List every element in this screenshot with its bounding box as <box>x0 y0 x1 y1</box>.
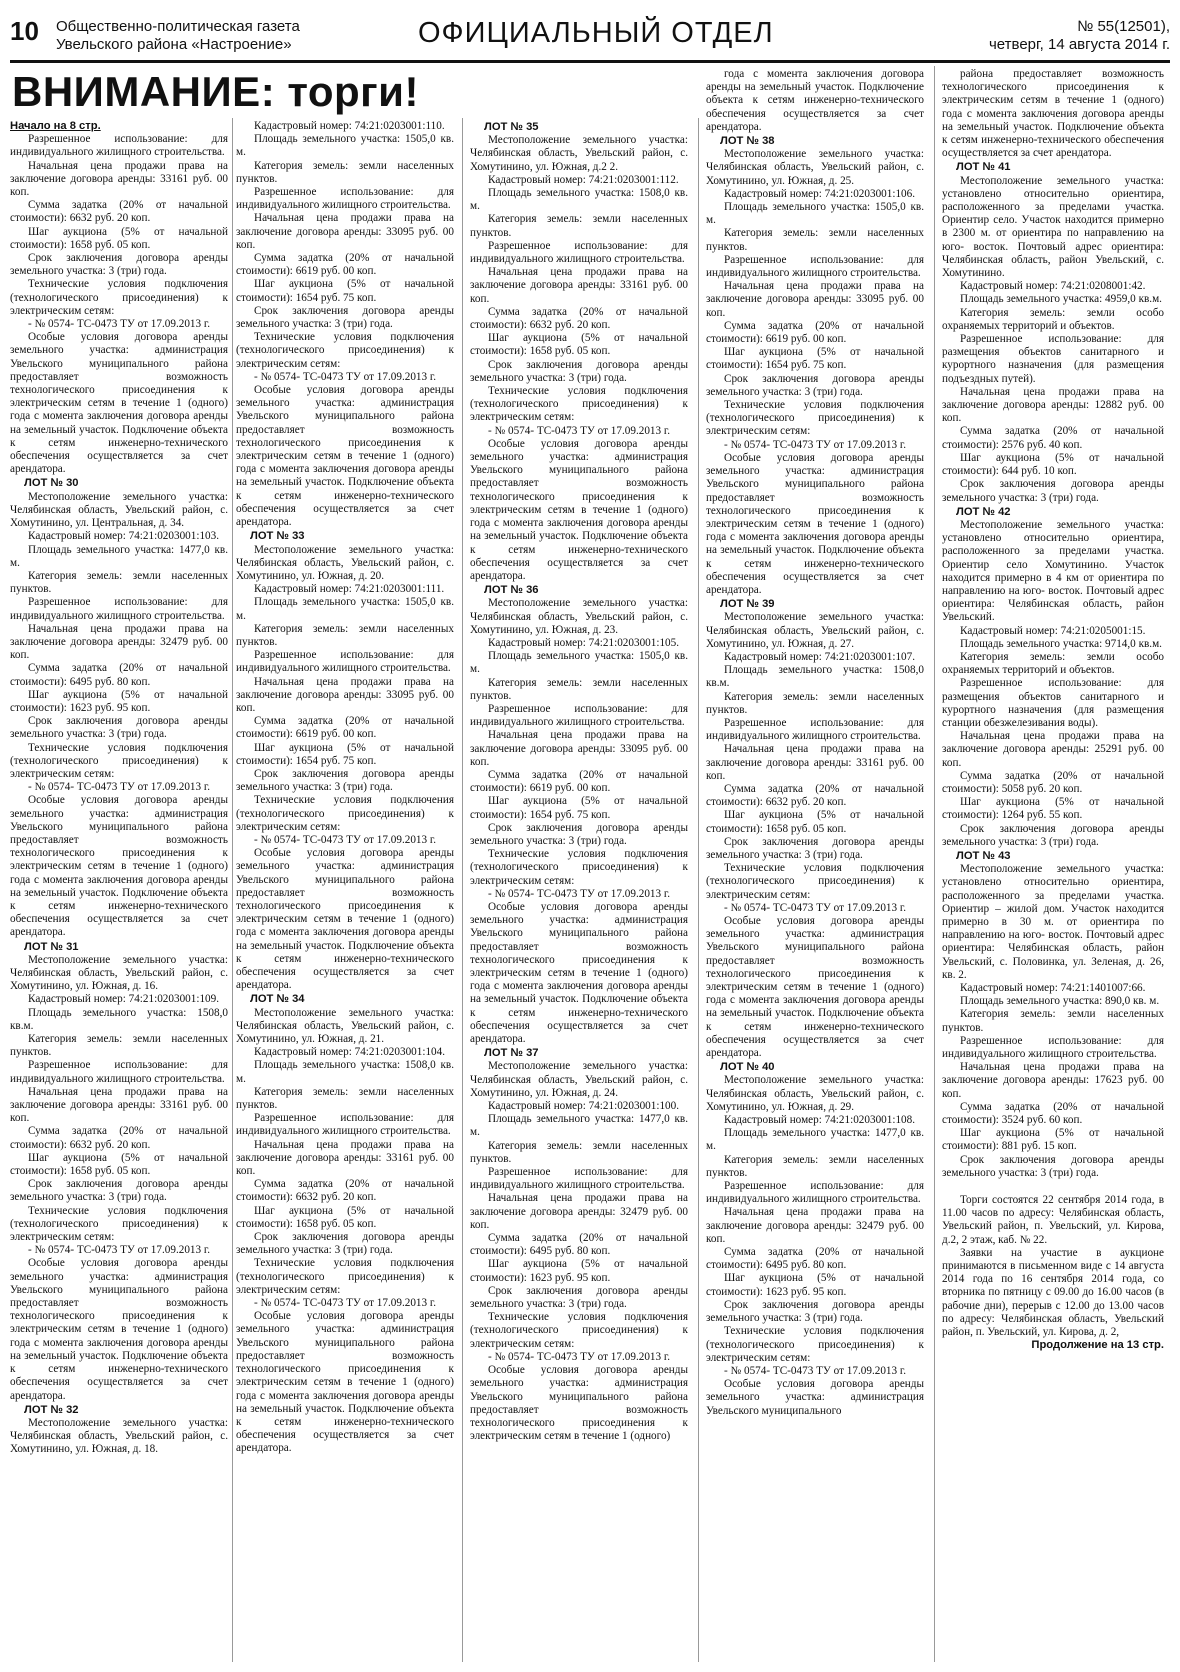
paragraph: Сумма задатка (20% от начальной стоимости): 6632 руб. 20 коп. <box>10 199 228 225</box>
column-divider <box>232 118 233 1662</box>
paragraph: Особые условия договора аренды земельного участка: администрация Увельского муниципального района предоставляет возможность технологического присоединения к электрическим сетям в течение 1 (одного) года с момента заключения договора аренды на земельный участок. Подключение объекта к сетям инженерно-технического обеспечения осуществляется за счет арендатора. <box>10 794 228 939</box>
paragraph: Особые условия договора аренды земельного участка: администрация Увельского муниципального района предоставляет возможность технологического присоединения к электрическим сетям в течение 1 (одного) года с момента заключения договора аренды на земельный участок. Подключение объекта к сетям инженерно-технического обеспечения осуществляется за счет арендатора. <box>10 331 228 476</box>
paragraph: Кадастровый номер: 74:21:0203001:105. <box>488 636 680 649</box>
header-rule <box>10 60 1170 63</box>
paragraph: Срок заключения договора аренды земельного участка: 3 (три) года. <box>470 821 688 847</box>
paragraph: Сумма задатка (20% от начальной стоимости): 2576 руб. 40 коп. <box>942 425 1164 451</box>
paragraph: Сумма задатка (20% от начальной стоимости): 6619 руб. 00 коп. <box>236 252 454 278</box>
paragraph: Разрешенное использование: для индивидуального жилищного строительства. <box>10 596 228 622</box>
paragraph: Особые условия договора аренды земельного участка: администрация Увельского муниципального района предоставляет возможность технологического присоединения к электрическим сетям в течение 1 (одного) года с момента заключения договора аренды на земельный участок. Подключение объекта к сетям инженерно-технического обеспечения осуществляется за счет арендатора. <box>236 1310 454 1455</box>
paragraph: Технические условия подключения (технологического присоединения) к электрическим сетям: <box>470 1311 688 1350</box>
paragraph: Шаг аукциона (5% от начальной стоимости): 1623 руб. 95 коп. <box>706 1272 924 1298</box>
text-column-4 <box>706 68 924 1662</box>
paragraph: Разрешенное использование: для индивидуального жилищного строительства. <box>706 716 924 743</box>
paragraph: Начальная цена продажи права на заключение договора аренды: 33095 руб. 00 коп. <box>236 675 454 714</box>
paragraph: Категория земель: земли населенных пунктов. <box>706 227 924 253</box>
paragraph: Площадь земельного участка: 1508,0 кв. м. <box>236 1059 454 1085</box>
continued-on: Продолжение на 13 стр. <box>1031 1339 1164 1352</box>
text-column-5 <box>942 68 1164 1662</box>
lot-heading: ЛОТ № 41 <box>956 161 1011 174</box>
paragraph: Срок заключения договора аренды земельного участка: 3 (три) года. <box>236 304 454 331</box>
publication-line-2: Увельского района «Настроение» <box>56 36 292 53</box>
paragraph: - № 0574- ТС-0473 ТУ от 17.09.2013 г. <box>28 781 211 794</box>
paragraph: Шаг аукциона (5% от начальной стоимости): 1658 руб. 05 коп. <box>706 809 924 835</box>
lot-heading: ЛОТ № 40 <box>720 1061 775 1074</box>
paragraph: Площадь земельного участка: 1508,0 кв.м. <box>706 664 924 690</box>
paragraph: Срок заключения договора аренды земельного участка: 3 (три) года. <box>942 822 1164 848</box>
paragraph: Местоположение земельного участка: Челябинская область, Увельский район, с. Хомутинино, ул. Южная, д. 29. <box>706 1074 924 1113</box>
paragraph: Срок заключения договора аренды земельного участка: 3 (три) года. <box>236 767 454 794</box>
paragraph: Шаг аукциона (5% от начальной стоимости): 1623 руб. 95 коп. <box>10 688 228 714</box>
paragraph: Категория земель: земли населенных пунктов. <box>706 690 924 716</box>
paragraph: Местоположение земельного участка: Челябинская область, Увельский район, с. Хомутинино, ул. Центральная, д. 34. <box>10 490 228 530</box>
paragraph: Площадь земельного участка: 1505,0 кв. м. <box>236 596 454 622</box>
paragraph: Категория земель: земли населенных пунктов. <box>236 159 454 185</box>
issue-info <box>989 18 1170 54</box>
paragraph: Категория земель: земли особо охраняемых территорий и объектов. <box>942 306 1164 332</box>
paragraph: Категория земель: земли населенных пунктов. <box>706 1153 924 1179</box>
paragraph: Срок заключения договора аренды земельного участка: 3 (три) года. <box>470 1284 688 1311</box>
publication-line-1: Общественно-политическая газета <box>56 18 300 35</box>
paragraph: Категория земель: земли населенных пунктов. <box>470 676 688 702</box>
paragraph: Разрешенное использование: для индивидуального жилищного строительства. <box>470 1166 688 1192</box>
paragraph: Площадь земельного участка: 1477,0 кв. м. <box>10 543 228 569</box>
paragraph: Разрешенное использование: для размещения объектов санитарного и курортного назначения (для размещения подъездных путей). <box>942 333 1164 385</box>
issue-date: четверг, 14 августа 2014 г. <box>988 36 1170 53</box>
paragraph: Заявки на участие в аукционе принимаются в письменном виде с 14 августа 2014 года по 16 сентября 2014 года, со вторника по пятницу с 09.00 до 16.00 часов (в рабочие дни), перерыв с 12.00 до 13.00 часов по адресу: Челябинская область, Увельский район, п. Увельский, ул. Кирова, д. 2, <box>942 1246 1164 1339</box>
paragraph: - № 0574- ТС-0473 ТУ от 17.09.2013 г. <box>724 438 907 451</box>
lot-heading: ЛОТ № 35 <box>484 121 539 133</box>
paragraph: Шаг аукциона (5% от начальной стоимости): 1654 руб. 75 коп. <box>236 278 454 304</box>
column-divider <box>462 118 463 1662</box>
paragraph: Площадь земельного участка: 1508,0 кв. м. <box>470 187 688 213</box>
paragraph: Срок заключения договора аренды земельного участка: 3 (три) года. <box>706 372 924 398</box>
paragraph: Шаг аукциона (5% от начальной стоимости): 1264 руб. 55 коп. <box>942 796 1164 822</box>
paragraph: Особые условия договора аренды земельного участка: администрация Увельского муниципального <box>706 1378 924 1417</box>
paragraph: Срок заключения договора аренды земельного участка: 3 (три) года. <box>236 1231 454 1257</box>
paragraph: Разрешенное использование: для индивидуального жилищного строительства. <box>10 1059 228 1085</box>
paragraph: Разрешенное использование: для индивидуального жилищного строительства. <box>706 1180 924 1206</box>
paragraph: Технические условия подключения (технологического присоединения) к электрическим сетям: <box>236 331 454 370</box>
paragraph: Кадастровый номер: 74:21:0203001:104. <box>254 1046 446 1059</box>
lot-heading: ЛОТ № 34 <box>250 993 305 1006</box>
paragraph: Сумма задатка (20% от начальной стоимости): 6495 руб. 80 коп. <box>706 1246 924 1272</box>
issue-number: № 55(12501), <box>1077 18 1170 35</box>
paragraph: Технические условия подключения (технологического присоединения) к электрическим сетям: <box>706 1325 924 1364</box>
paragraph: Шаг аукциона (5% от начальной стоимости): 1623 руб. 95 коп. <box>470 1258 688 1284</box>
paragraph: Площадь земельного участка: 890,0 кв. м. <box>960 995 1160 1008</box>
paragraph: - № 0574- ТС-0473 ТУ от 17.09.2013 г. <box>254 1297 437 1310</box>
paragraph: Начальная цена продажи права на заключение договора аренды: 32479 руб. 00 коп. <box>10 622 228 662</box>
paragraph: Начальная цена продажи права на заключение договора аренды: 32479 руб. 00 коп. <box>706 1206 924 1245</box>
paragraph: Разрешенное использование: для индивидуального жилищного строительства. <box>706 253 924 280</box>
section-title: ОФИЦИАЛЬНЫЙ ОТДЕЛ <box>418 17 774 49</box>
lot-heading: ЛОТ № 36 <box>484 584 539 597</box>
paragraph: Начальная цена продажи права на заключение договора аренды: 17623 руб. 00 коп. <box>942 1061 1164 1100</box>
paragraph: Начальная цена продажи права на заключение договора аренды: 33161 руб. 00 коп. <box>470 266 688 305</box>
paragraph: Категория земель: земли населенных пунктов. <box>10 1033 228 1059</box>
paragraph: Площадь земельного участка: 9714,0 кв.м. <box>960 637 1162 650</box>
paragraph: Технические условия подключения (технологического присоединения) к электрическим сетям: <box>10 741 228 780</box>
paragraph: Шаг аукциона (5% от начальной стоимости): 1658 руб. 05 коп. <box>10 225 228 251</box>
text-column-3 <box>470 120 688 1662</box>
paragraph: Шаг аукциона (5% от начальной стоимости): 1654 руб. 75 коп. <box>236 741 454 767</box>
paragraph: Площадь земельного участка: 1508,0 кв.м. <box>10 1006 228 1032</box>
paragraph: Шаг аукциона (5% от начальной стоимости): 1658 руб. 05 коп. <box>10 1151 228 1178</box>
paragraph: Сумма задатка (20% от начальной стоимости): 6619 руб. 00 коп. <box>470 768 688 795</box>
paragraph: Площадь земельного участка: 1477,0 кв. м. <box>470 1113 688 1139</box>
paragraph: Особые условия договора аренды земельного участка: администрация Увельского муниципального района предоставляет возможность технологического присоединения к электрическим сетям в течение 1 (одного) <box>470 1364 688 1443</box>
paragraph: Технические условия подключения (технологического присоединения) к электрическим сетям: <box>470 385 688 424</box>
paragraph: Кадастровый номер: 74:21:0203001:108. <box>724 1114 916 1127</box>
paragraph: Сумма задатка (20% от начальной стоимости): 3524 руб. 60 коп. <box>942 1100 1164 1127</box>
paragraph: Технические условия подключения (технологического присоединения) к электрическим сетям: <box>470 848 688 887</box>
paragraph: Площадь земельного участка: 1477,0 кв. м. <box>706 1127 924 1153</box>
lot-heading: ЛОТ № 37 <box>484 1047 539 1060</box>
text-column-2 <box>236 120 454 1662</box>
paragraph: Разрешенное использование: для индивидуального жилищного строительства. <box>10 133 228 159</box>
paragraph: Срок заключения договора аренды земельного участка: 3 (три) года. <box>942 1153 1164 1179</box>
paragraph: Шаг аукциона (5% от начальной стоимости): 1658 руб. 05 коп. <box>236 1204 454 1230</box>
paragraph: Сумма задатка (20% от начальной стоимости): 6632 руб. 20 коп. <box>236 1178 454 1204</box>
column-divider <box>934 66 935 1662</box>
paragraph: Категория земель: земли населенных пунктов. <box>470 213 688 239</box>
paragraph: Начальная цена продажи права на заключение договора аренды: 25291 руб. 00 коп. <box>942 730 1164 769</box>
paragraph: - № 0574- ТС-0473 ТУ от 17.09.2013 г. <box>724 1364 907 1377</box>
paragraph: Кадастровый номер: 74:21:1401007:66. <box>960 982 1146 995</box>
paragraph: Площадь земельного участка: 1505,0 кв. м. <box>236 133 454 159</box>
lot-heading: ЛОТ № 32 <box>24 1403 79 1416</box>
paragraph: Местоположение земельного участка: Челябинская область, Увельский район, с. Хомутинино, ул. Южная, д. 16. <box>10 953 228 993</box>
paragraph: Кадастровый номер: 74:21:0203001:106. <box>724 187 916 200</box>
page-number: 10 <box>10 16 39 46</box>
paragraph: Категория земель: земли населенных пунктов. <box>10 569 228 596</box>
paragraph: Срок заключения договора аренды земельного участка: 3 (три) года. <box>470 358 688 384</box>
paragraph: Разрешенное использование: для индивидуального жилищного строительства. <box>470 239 688 266</box>
paragraph: Особые условия договора аренды земельного участка: администрация Увельского муниципального района предоставляет возможность технологического присоединения к электрическим сетям в течение 1 (одного) года с момента заключения договора аренды на земельный участок. Подключение объекта к сетям инженерно-технического обеспечения осуществляется за счет арендатора. <box>706 451 924 596</box>
paragraph: - № 0574- ТС-0473 ТУ от 17.09.2013 г. <box>488 424 671 437</box>
paragraph: Разрешенное использование: для индивидуального жилищного строительства. <box>942 1034 1164 1061</box>
paragraph: Кадастровый номер: 74:21:0203001:107. <box>724 650 916 663</box>
paragraph: Начальная цена продажи права на заключение договора аренды: 33095 руб. 00 коп. <box>236 212 454 251</box>
paragraph: Особые условия договора аренды земельного участка: администрация Увельского муниципального района предоставляет возможность технологического присоединения к электрическим сетям в течение 1 (одного) года с момента заключения договора аренды на земельный участок. Подключение объекта к сетям инженерно-технического обеспечения осуществляется за счет арендатора. <box>470 900 688 1046</box>
lot-heading: ЛОТ № 43 <box>956 849 1011 862</box>
paragraph: Начальная цена продажи права на заключение договора аренды: 33161 руб. 00 коп. <box>10 1085 228 1125</box>
paragraph: Кадастровый номер: 74:21:0203001:109. <box>28 993 220 1006</box>
page-header <box>10 14 1170 60</box>
paragraph: Кадастровый номер: 74:21:0208001:42. <box>960 280 1146 293</box>
paragraph: Кадастровый номер: 74:21:0205001:15. <box>960 624 1146 637</box>
paragraph: Категория земель: земли населенных пунктов. <box>942 1008 1164 1034</box>
lot-heading: ЛОТ № 30 <box>24 477 79 490</box>
paragraph: Технические условия подключения (технологического присоединения) к электрическим сетям: <box>10 1204 228 1244</box>
paragraph: Разрешенное использование: для индивидуального жилищного строительства. <box>470 702 688 729</box>
paragraph: Технические условия подключения (технологического присоединения) к электрическим сетям: <box>706 862 924 901</box>
paragraph: Местоположение земельного участка: Челябинская область, Увельский район, с. Хомутинино, ул. Южная, д. 23. <box>470 597 688 636</box>
paragraph: Местоположение земельного участка: Челябинская область, Увельский район, с. Хомутинино, ул. Южная, д. 27. <box>706 611 924 650</box>
paragraph: Шаг аукциона (5% от начальной стоимости): 881 руб. 15 коп. <box>942 1127 1164 1153</box>
paragraph: Шаг аукциона (5% от начальной стоимости): 644 руб. 10 коп. <box>942 451 1164 478</box>
paragraph: Срок заключения договора аренды земельного участка: 3 (три) года. <box>942 478 1164 504</box>
paragraph: Срок заключения договора аренды земельного участка: 3 (три) года. <box>10 1178 228 1204</box>
paragraph: Особые условия договора аренды земельного участка: администрация Увельского муниципального района предоставляет возможность технологического присоединения к электрическим сетям в течение 1 (одного) года с момента заключения договора аренды на земельный участок. Подключение объекта к сетям инженерно-технического обеспечения осуществляется за счет арендатора. <box>470 437 688 582</box>
paragraph: Площадь земельного участка: 4959,0 кв.м. <box>960 293 1162 306</box>
lot-heading: ЛОТ № 42 <box>956 505 1011 518</box>
paragraph: Срок заключения договора аренды земельного участка: 3 (три) года. <box>10 252 228 278</box>
paragraph: Шаг аукциона (5% от начальной стоимости): 1654 руб. 75 коп. <box>470 795 688 821</box>
paragraph: Категория земель: земли особо охраняемых территорий и объектов. <box>942 650 1164 677</box>
column-divider <box>698 118 699 1662</box>
paragraph: Разрешенное использование: для индивидуального жилищного строительства. <box>236 1112 454 1138</box>
paragraph: Начальная цена продажи права на заключение договора аренды: 33095 руб. 00 коп. <box>470 729 688 768</box>
paragraph: Кадастровый номер: 74:21:0203001:110. <box>254 120 445 132</box>
paragraph: - № 0574- ТС-0473 ТУ от 17.09.2013 г. <box>254 370 437 383</box>
continued-from: Начало на 8 стр. <box>10 120 101 132</box>
paragraph: Площадь земельного участка: 1505,0 кв. м. <box>470 650 688 676</box>
paragraph: Особые условия договора аренды земельного участка: администрация Увельского муниципального района предоставляет возможность технологического присоединения к электрическим сетям в течение 1 (одного) года с момента заключения договора аренды на земельный участок. Подключение объекта к сетям инженерно-технического обеспечения осуществляется за счет арендатора. <box>236 847 454 992</box>
paragraph: Категория земель: земли населенных пунктов. <box>236 622 454 648</box>
paragraph: - № 0574- ТС-0473 ТУ от 17.09.2013 г. <box>488 1350 671 1363</box>
paragraph: года с момента заключения договора аренды на земельный участок. Подключение объекта к сетям инженерно-технического обеспечения осуществляется за счет арендатора. <box>706 68 924 133</box>
paragraph: Особые условия договора аренды земельного участка: администрация Увельского муниципального района предоставляет возможность технологического присоединения к электрическим сетям в течение 1 (одного) года с момента заключения договора аренды на земельный участок. Подключение объекта к сетям инженерно-технического обеспечения осуществляется за счет арендатора. <box>10 1257 228 1402</box>
lot-heading: ЛОТ № 31 <box>24 940 79 953</box>
paragraph: Торги состоятся 22 сентября 2014 года, в 11.00 часов по адресу: Челябинская область, Увельский район, п. Увельский, ул. Кирова, д.2, 2 этаж, каб. № 22. <box>942 1194 1164 1246</box>
paragraph: - № 0574- ТС-0473 ТУ от 17.09.2013 г. <box>28 318 211 331</box>
paragraph: Шаг аукциона (5% от начальной стоимости): 1658 руб. 05 коп. <box>470 332 688 358</box>
paragraph: Местоположение земельного участка: установлено относительно ориентира, расположенного за пределами участка. Ориентир – жилой дом. Участок находится примерно в 30 м. от ориентира по направлению на юго- восток. Почтовый адрес ориентира: Челябинская область, район Увельский, с. Половинка, ул. Зеленая, д. 26, кв. 2. <box>942 863 1164 981</box>
paragraph: Шаг аукциона (5% от начальной стоимости): 1654 руб. 75 коп. <box>706 346 924 372</box>
paragraph: Сумма задатка (20% от начальной стоимости): 6495 руб. 80 коп. <box>470 1232 688 1258</box>
paragraph: Сумма задатка (20% от начальной стоимости): 6619 руб. 00 коп. <box>706 319 924 346</box>
paragraph: Местоположение земельного участка: Челябинская область, Увельский район, с. Хомутинино, ул. Южная, д. 18. <box>10 1416 228 1456</box>
paragraph: Особые условия договора аренды земельного участка: администрация Увельского муниципального района предоставляет возможность технологического присоединения к электрическим сетям в течение 1 (одного) года с момента заключения договора аренды на земельный участок. Подключение объекта к сетям инженерно-технического обеспечения осуществляется за счет арендатора. <box>706 915 924 1060</box>
paragraph: Площадь земельного участка: 1505,0 кв. м. <box>706 201 924 227</box>
paragraph: Местоположение земельного участка: установлено относительно ориентира, расположенного за пределами участка. Ориентир село Хомутинино. Участок находится примерно в 4 км от ориентира по направлению на юго- восток. Почтовый адрес ориентира: Челябинская область, район Увельский. <box>942 518 1164 624</box>
paragraph: Начальная цена продажи права на заключение договора аренды: 33161 руб. 00 коп. <box>10 159 228 199</box>
paragraph: Начальная цена продажи права на заключение договора аренды: 33161 руб. 00 коп. <box>706 743 924 782</box>
paragraph: Местоположение земельного участка: Челябинская область, Увельский район, с. Хомутинино, ул. Южная, д. 20. <box>236 543 454 582</box>
paragraph: Категория земель: земли населенных пунктов. <box>470 1139 688 1165</box>
paragraph: Местоположение земельного участка: установлено относительно ориентира, расположенного за пределами участка. Ориентир село. Участок находится примерно в 2300 м. от ориентира по направлению на юго- восток. Почтовый адрес ориентира: Челябинская область, район Увельский, с. Хомутинино. <box>942 174 1164 280</box>
paragraph: - № 0574- ТС-0473 ТУ от 17.09.2013 г. <box>488 887 671 900</box>
paragraph: Местоположение земельного участка: Челябинская область, Увельский район, с. Хомутинино, ул. Южная, д. 24. <box>470 1060 688 1099</box>
paragraph: - № 0574- ТС-0473 ТУ от 17.09.2013 г. <box>724 901 907 914</box>
paragraph: Технические условия подключения (технологического присоединения) к электрическим сетям: <box>236 1257 454 1296</box>
paragraph: Технические условия подключения (технологического присоединения) к электрическим сетям: <box>236 794 454 833</box>
paragraph: Разрешенное использование: для индивидуального жилищного строительства. <box>236 186 454 212</box>
headline: ВНИМАНИЕ: торги! <box>12 68 419 115</box>
paragraph: Сумма задатка (20% от начальной стоимости): 5058 руб. 20 коп. <box>942 769 1164 795</box>
paragraph: Местоположение земельного участка: Челябинская область, Увельский район, с. Хомутинино, ул. Южная, д. 25. <box>706 148 924 187</box>
paragraph: Сумма задатка (20% от начальной стоимости): 6632 руб. 20 коп. <box>470 305 688 332</box>
paragraph: Срок заключения договора аренды земельного участка: 3 (три) года. <box>706 835 924 861</box>
paragraph: Срок заключения договора аренды земельного участка: 3 (три) года. <box>10 715 228 741</box>
paragraph: - № 0574- ТС-0473 ТУ от 17.09.2013 г. <box>254 833 437 846</box>
lot-heading: ЛОТ № 33 <box>250 530 305 543</box>
paragraph: Начальная цена продажи права на заключение договора аренды: 12882 руб. 00 коп. <box>942 385 1164 425</box>
paragraph: Кадастровый номер: 74:21:0203001:103. <box>28 530 220 543</box>
paragraph: Категория земель: земли населенных пунктов. <box>236 1085 454 1112</box>
paragraph: Начальная цена продажи права на заключение договора аренды: 33161 руб. 00 коп. <box>236 1138 454 1178</box>
lot-heading: ЛОТ № 39 <box>720 598 775 611</box>
paragraph: Технические условия подключения (технологического присоединения) к электрическим сетям: <box>10 278 228 317</box>
paragraph: Сумма задатка (20% от начальной стоимости): 6619 руб. 00 коп. <box>236 715 454 741</box>
paragraph: Местоположение земельного участка: Челябинская область, Увельский район, с. Хомутинино, ул. Южная, д.2 2. <box>470 134 688 173</box>
spacer <box>942 1180 1164 1194</box>
lot-heading: ЛОТ № 38 <box>720 135 775 148</box>
paragraph: Кадастровый номер: 74:21:0203001:111. <box>254 583 445 596</box>
paragraph: района предоставляет возможность технологического присоединения к электрическим сетям в течение 1 (одного) года с момента заключения договора аренды на земельный участок. Подключение объекта к сетям инженерно-технического обеспечения осуществляется за счет арендатора. <box>942 68 1164 160</box>
paragraph: - № 0574- ТС-0473 ТУ от 17.09.2013 г. <box>28 1244 211 1257</box>
paragraph: Срок заключения договора аренды земельного участка: 3 (три) года. <box>706 1298 924 1325</box>
paragraph: Кадастровый номер: 74:21:0203001:112. <box>488 173 679 186</box>
paragraph: Кадастровый номер: 74:21:0203001:100. <box>488 1100 680 1113</box>
paragraph: Начальная цена продажи права на заключение договора аренды: 33095 руб. 00 коп. <box>706 280 924 319</box>
paragraph: Сумма задатка (20% от начальной стоимости): 6632 руб. 20 коп. <box>706 782 924 809</box>
text-column-1 <box>10 120 228 1662</box>
paragraph: Сумма задатка (20% от начальной стоимости): 6632 руб. 20 коп. <box>10 1125 228 1151</box>
paragraph: Местоположение земельного участка: Челябинская область, Увельский район, с. Хомутинино, ул. Южная, д. 21. <box>236 1006 454 1046</box>
paragraph: Разрешенное использование: для индивидуального жилищного строительства. <box>236 649 454 675</box>
paragraph: Технические условия подключения (технологического присоединения) к электрическим сетям: <box>706 399 924 438</box>
paragraph: Сумма задатка (20% от начальной стоимости): 6495 руб. 80 коп. <box>10 662 228 688</box>
publication-name <box>56 18 300 54</box>
paragraph: Разрешенное использование: для размещения объектов санитарного и курортного назначения (для размещения станции обезжелезивания воды). <box>942 677 1164 729</box>
paragraph: Начальная цена продажи права на заключение договора аренды: 32479 руб. 00 коп. <box>470 1192 688 1231</box>
paragraph: Особые условия договора аренды земельного участка: администрация Увельского муниципального района предоставляет возможность технологического присоединения к электрическим сетям в течение 1 (одного) года с момента заключения договора аренды на земельный участок. Подключение объекта к сетям инженерно-технического обеспечения осуществляется за счет арендатора. <box>236 384 454 529</box>
